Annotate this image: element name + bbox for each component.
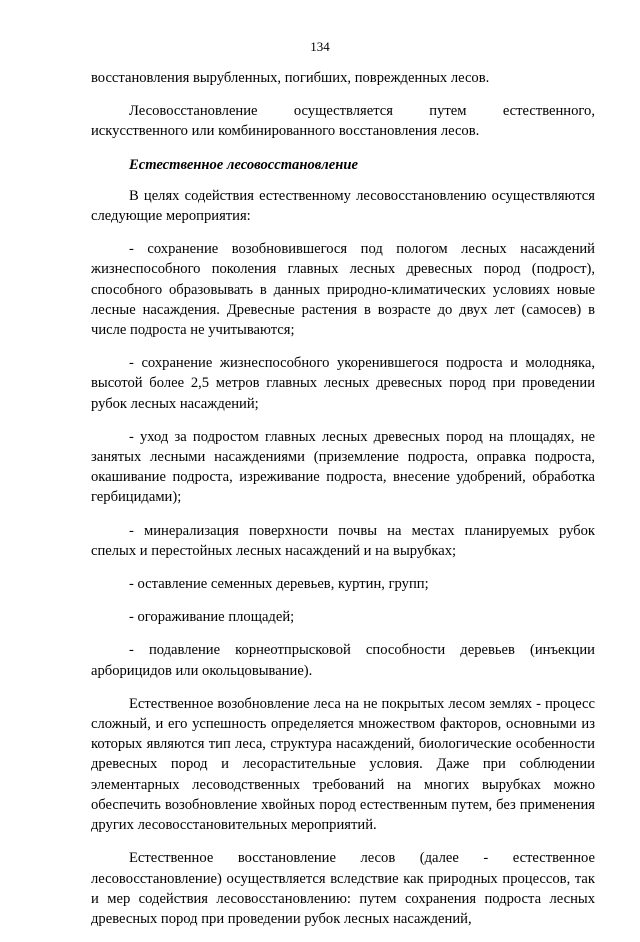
- page-number: 134: [310, 39, 330, 54]
- list-item-preserve-undergrowth: - сохранение возобновившегося под пологом лесных насаждений жизнеспособного поколения главных лесных древесных пород (подрост), способного образовывать в данных природно-климатических условиях новые лесные насаждения. Древесные растения в возрасте до двух лет (самосев) в числе подроста не учитываются;: [91, 241, 595, 339]
- list-item-soil-mineralization: - минерализация поверхности почвы на местах планируемых рубок спелых и перестойных лесных насаждений и на вырубках;: [91, 522, 595, 559]
- paragraph-natural-regeneration: Естественное возобновление леса на не покрытых лесом землях - процесс сложный, и его успешность определяется множеством факторов, основными из которых являются тип леса, структура насаждений, биологические особенности древесных пород и лесорастительные условия. Даже при соблюдении элементарных лесоводственных требований на многих вырубках можно обеспечить возобновление хвойных пород естественным путем, без применения других лесовосстановительных мероприятий.: [91, 695, 595, 834]
- document-body: [91, 68, 595, 942]
- paragraph-reforestation-methods: Лесовосстановление осуществляется путем естественного, искусственного или комбинированного восстановления лесов.: [91, 103, 595, 140]
- paragraph-measures-intro: В целях содействия естественному лесовосстановлению осуществляются следующие мероприятия:: [91, 187, 595, 225]
- paragraph-continuation: восстановления вырубленных, погибших, поврежденных лесов.: [91, 70, 490, 86]
- list-item-fencing: - огораживание площадей;: [129, 609, 295, 626]
- list-item-suppression: - подавление корнеотпрысковой способности деревьев (инъекции арборицидов или окольцовывание).: [91, 642, 595, 679]
- paragraph-natural-restoration: Естественное восстановление лесов (далее - естественное лесовосстановление) осуществляется вследствие как природных процессов, так и мер содействия лесовосстановлению: путем сохранения подроста лесных древесных пород при проведении рубок лесных насаждений,: [91, 850, 595, 927]
- list-item-preserve-young-growth: - сохранение жизнеспособного укоренившегося подроста и молодняка, высотой более 2,5 метров главных лесных древесных пород при проведении рубок лесных насаждений;: [91, 355, 595, 412]
- list-item-undergrowth-care: - уход за подростом главных лесных древесных пород на площадях, не занятых лесными насаждениями (приземление подроста, оправка подроста, окашивание подроста, изреживание подроста, внесение удобрений, обработка гербицидами);: [91, 428, 595, 506]
- list-item-seed-trees: - оставление семенных деревьев, куртин, групп;: [129, 576, 429, 593]
- section-heading: Естественное лесовосстановление: [129, 156, 358, 173]
